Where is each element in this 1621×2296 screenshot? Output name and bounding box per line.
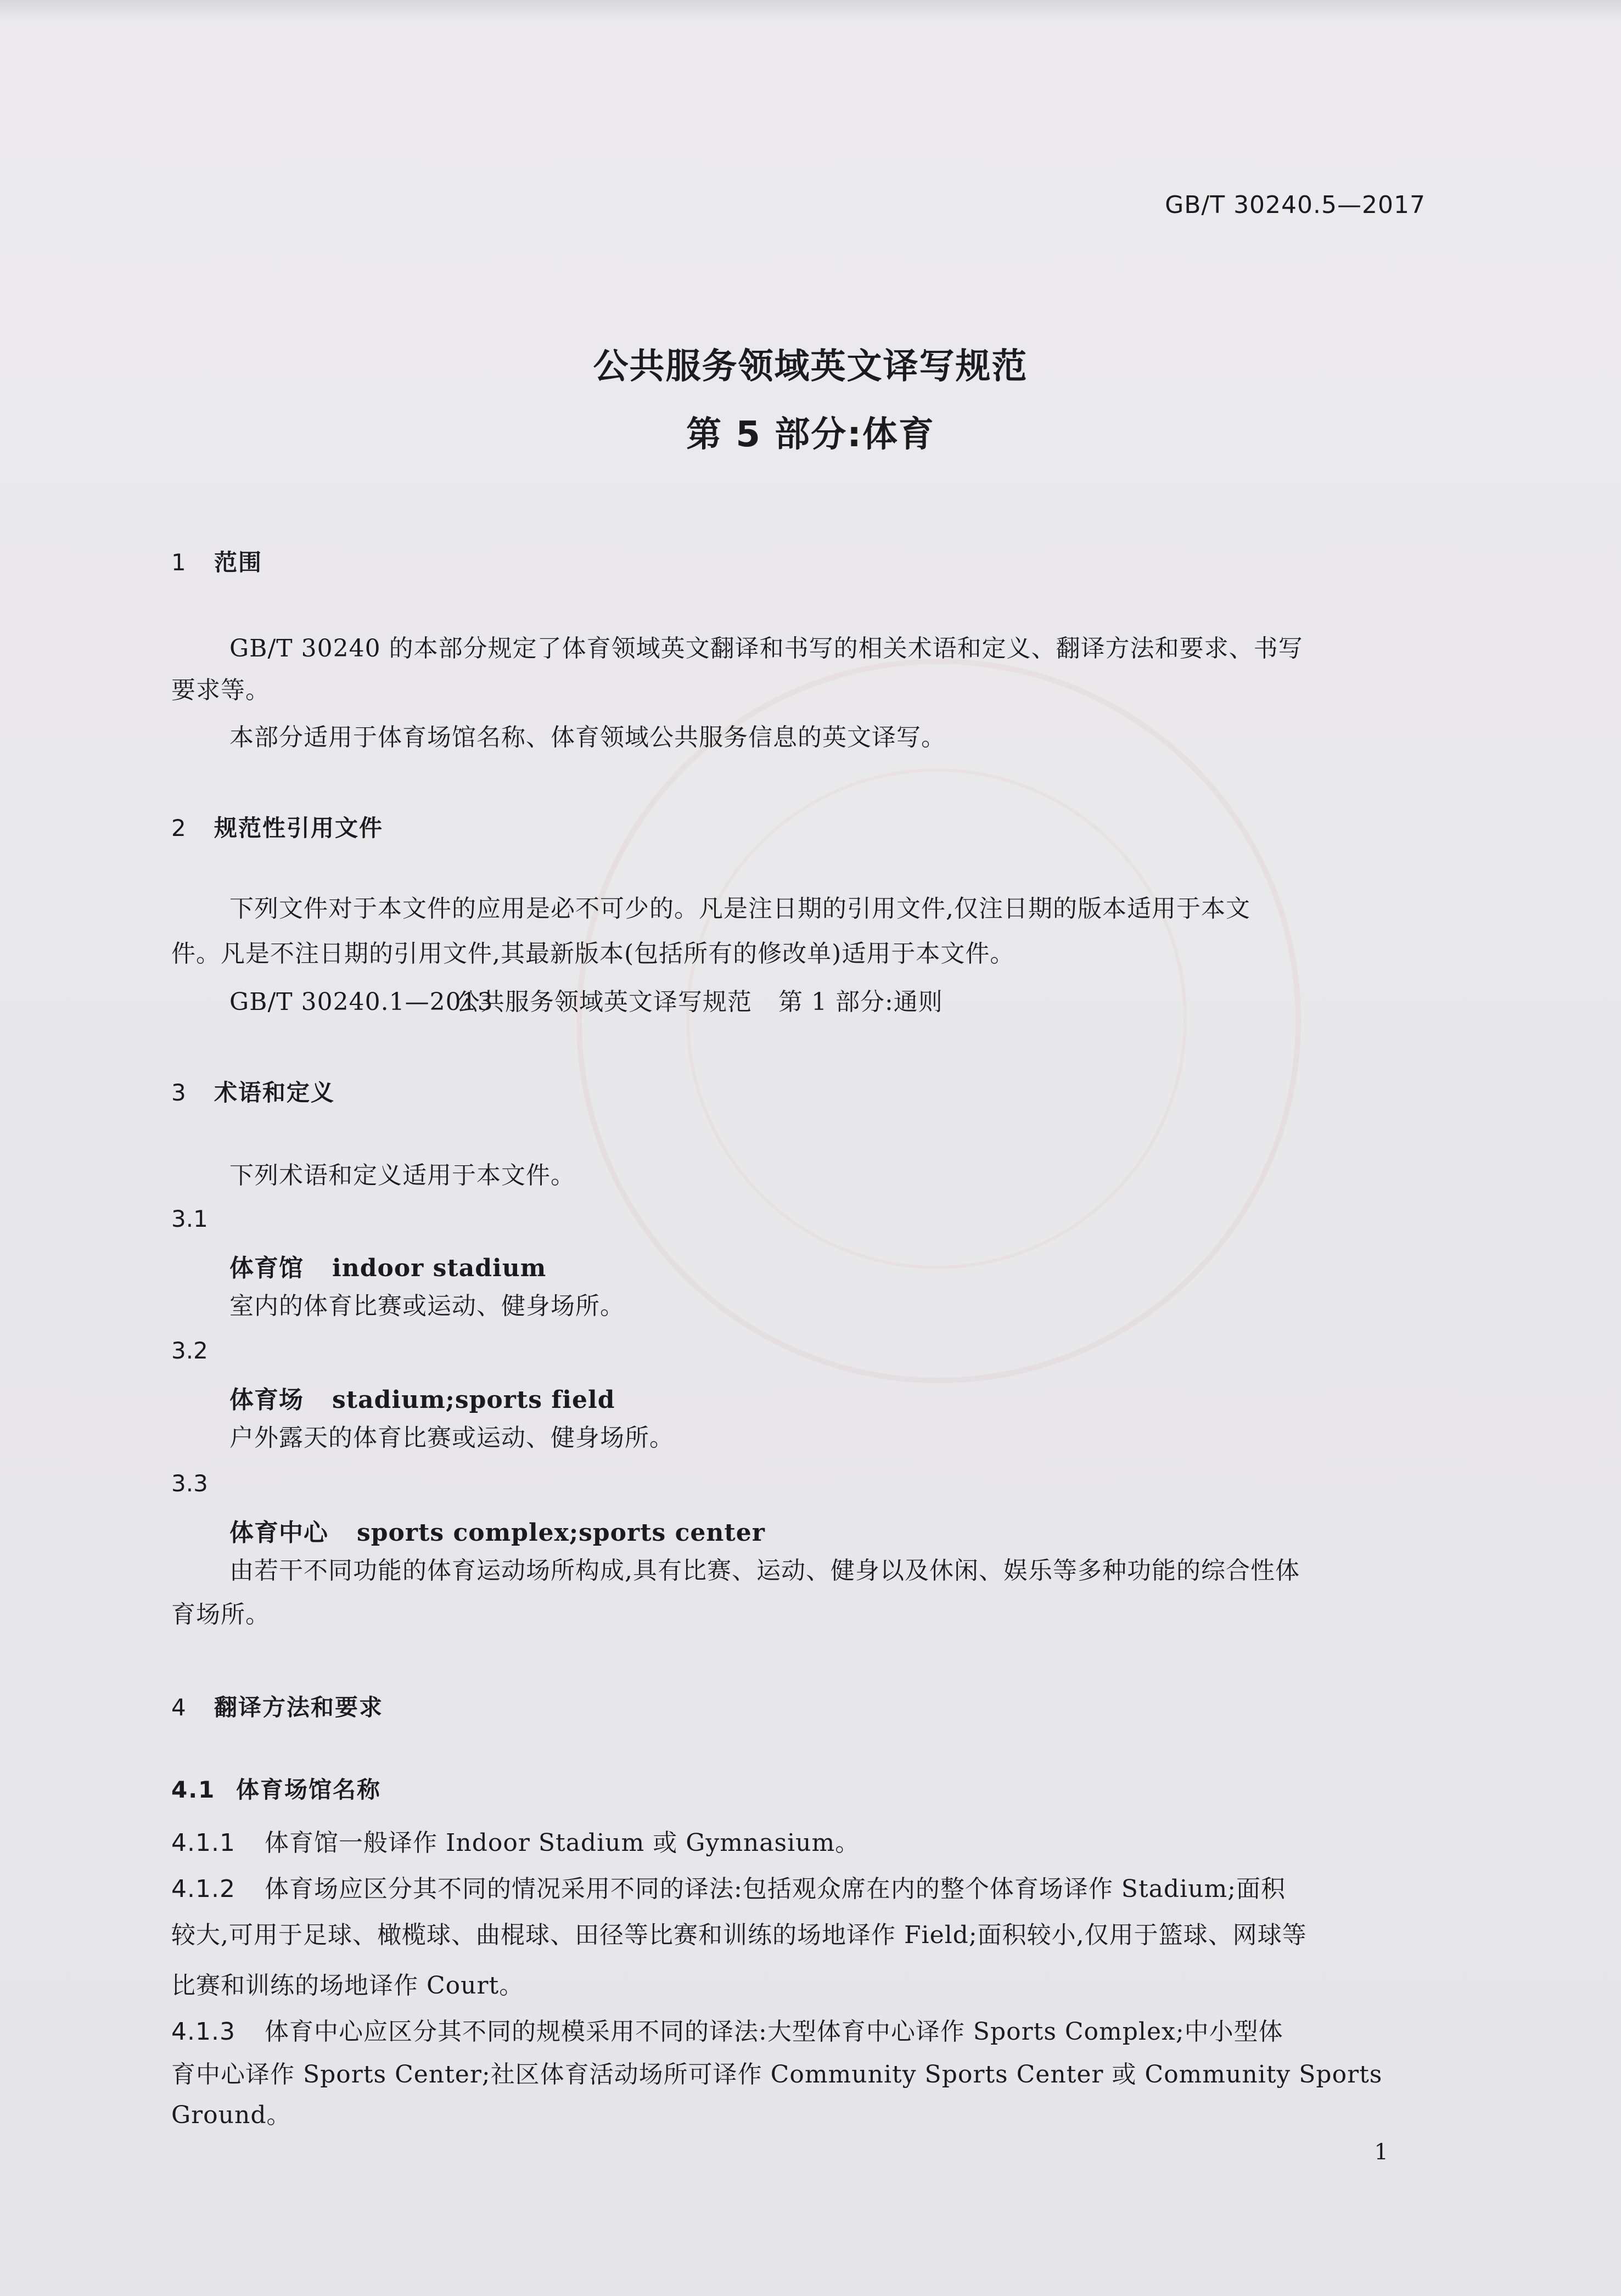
term-definition: 育场所。	[171, 1601, 270, 1629]
paragraph-line: GB/T 30240 的本部分规定了体育领域英文翻译和书写的相关术语和定义、翻译方法和要求、书写	[229, 635, 1303, 663]
term-number: 3.2	[171, 1337, 208, 1364]
document-title: 公共服务领域英文译写规范	[593, 346, 1028, 387]
subsection-number: 4.1	[171, 1776, 216, 1803]
paragraph-line: 本部分适用于体育场馆名称、体育领域公共服务信息的英文译写。	[229, 723, 946, 751]
normative-reference	[229, 979, 1492, 1025]
clause-continuation: 比赛和训练的场地译作 Court。	[171, 1972, 524, 2000]
section-title: 翻译方法和要求	[214, 1694, 384, 1721]
scan-edge	[0, 0, 1621, 21]
term-entry	[229, 1248, 546, 1283]
reference-part: 第 1 部分:通则	[778, 988, 943, 1016]
section-title: 术语和定义	[214, 1079, 335, 1106]
reference-standard-code: GB/T 30240.1—2013	[229, 988, 493, 1016]
section-4-heading	[171, 1689, 383, 1722]
clause	[171, 1820, 1434, 1866]
paragraph-line: 下列文件对于本文件的应用是必不可少的。凡是注日期的引用文件,仅注日期的版本适用于本文	[229, 895, 1250, 923]
section-1-heading	[171, 544, 262, 577]
term-chinese: 体育中心	[229, 1519, 328, 1547]
clause-continuation: Ground。	[171, 2101, 291, 2129]
term-number: 3.3	[171, 1470, 208, 1497]
clause-number: 4.1.1	[171, 1829, 235, 1857]
section-2-heading	[171, 810, 383, 843]
document-subtitle: 第 5 部分:体育	[686, 414, 935, 455]
clause-number: 4.1.3	[171, 2018, 235, 2046]
clause	[171, 2009, 1434, 2055]
section-title: 规范性引用文件	[214, 815, 384, 841]
term-entry	[229, 1513, 765, 1548]
clause-text: 体育场应区分其不同的情况采用不同的译法:包括观众席在内的整个体育场译作 Stadium;面积	[265, 1875, 1286, 1903]
section-3-heading	[171, 1075, 335, 1108]
subsection-title: 体育场馆名称	[236, 1776, 382, 1803]
clause-continuation: 育中心译作 Sports Center;社区体育活动场所可译作 Community Sports Center 或 Community Sports	[171, 2061, 1383, 2089]
term-number: 3.1	[171, 1205, 208, 1232]
standard-code: GB/T 30240.5—2017	[1165, 191, 1426, 219]
term-definition: 室内的体育比赛或运动、健身场所。	[229, 1292, 625, 1320]
paragraph-line: 要求等。	[171, 676, 270, 704]
term-definition: 由若干不同功能的体育运动场所构成,具有比赛、运动、健身以及休闲、娱乐等多种功能的综合性体	[229, 1557, 1300, 1585]
section-number: 2	[171, 815, 187, 841]
term-chinese: 体育场	[229, 1386, 304, 1414]
clause	[171, 1866, 1434, 1912]
section-number: 4	[171, 1694, 187, 1721]
term-chinese: 体育馆	[229, 1254, 304, 1282]
paragraph-line: 下列术语和定义适用于本文件。	[229, 1161, 575, 1189]
term-english: stadium;sports field	[332, 1386, 615, 1414]
term-english: indoor stadium	[332, 1254, 547, 1282]
paragraph-line: 件。凡是不注日期的引用文件,其最新版本(包括所有的修改单)适用于本文件。	[171, 940, 1015, 968]
term-definition: 户外露天的体育比赛或运动、健身场所。	[229, 1424, 674, 1452]
term-english: sports complex;sports center	[357, 1519, 765, 1547]
section-number: 3	[171, 1079, 187, 1106]
clause-number: 4.1.2	[171, 1875, 235, 1903]
page-number: 1	[1374, 2140, 1388, 2165]
subsection-4-1-heading	[171, 1772, 381, 1805]
clause-text: 体育中心应区分其不同的规模采用不同的译法:大型体育中心译作 Sports Complex;中小型体	[265, 2018, 1283, 2046]
reference-title: 公共服务领域英文译写规范	[456, 988, 752, 1016]
section-number: 1	[171, 549, 187, 576]
clause-continuation: 较大,可用于足球、橄榄球、曲棍球、田径等比赛和训练的场地译作 Field;面积较小,仅用于篮球、网球等	[171, 1921, 1307, 1949]
section-title: 范围	[214, 549, 263, 576]
term-entry	[229, 1380, 615, 1415]
clause-text: 体育馆一般译作 Indoor Stadium 或 Gymnasium。	[265, 1829, 860, 1857]
